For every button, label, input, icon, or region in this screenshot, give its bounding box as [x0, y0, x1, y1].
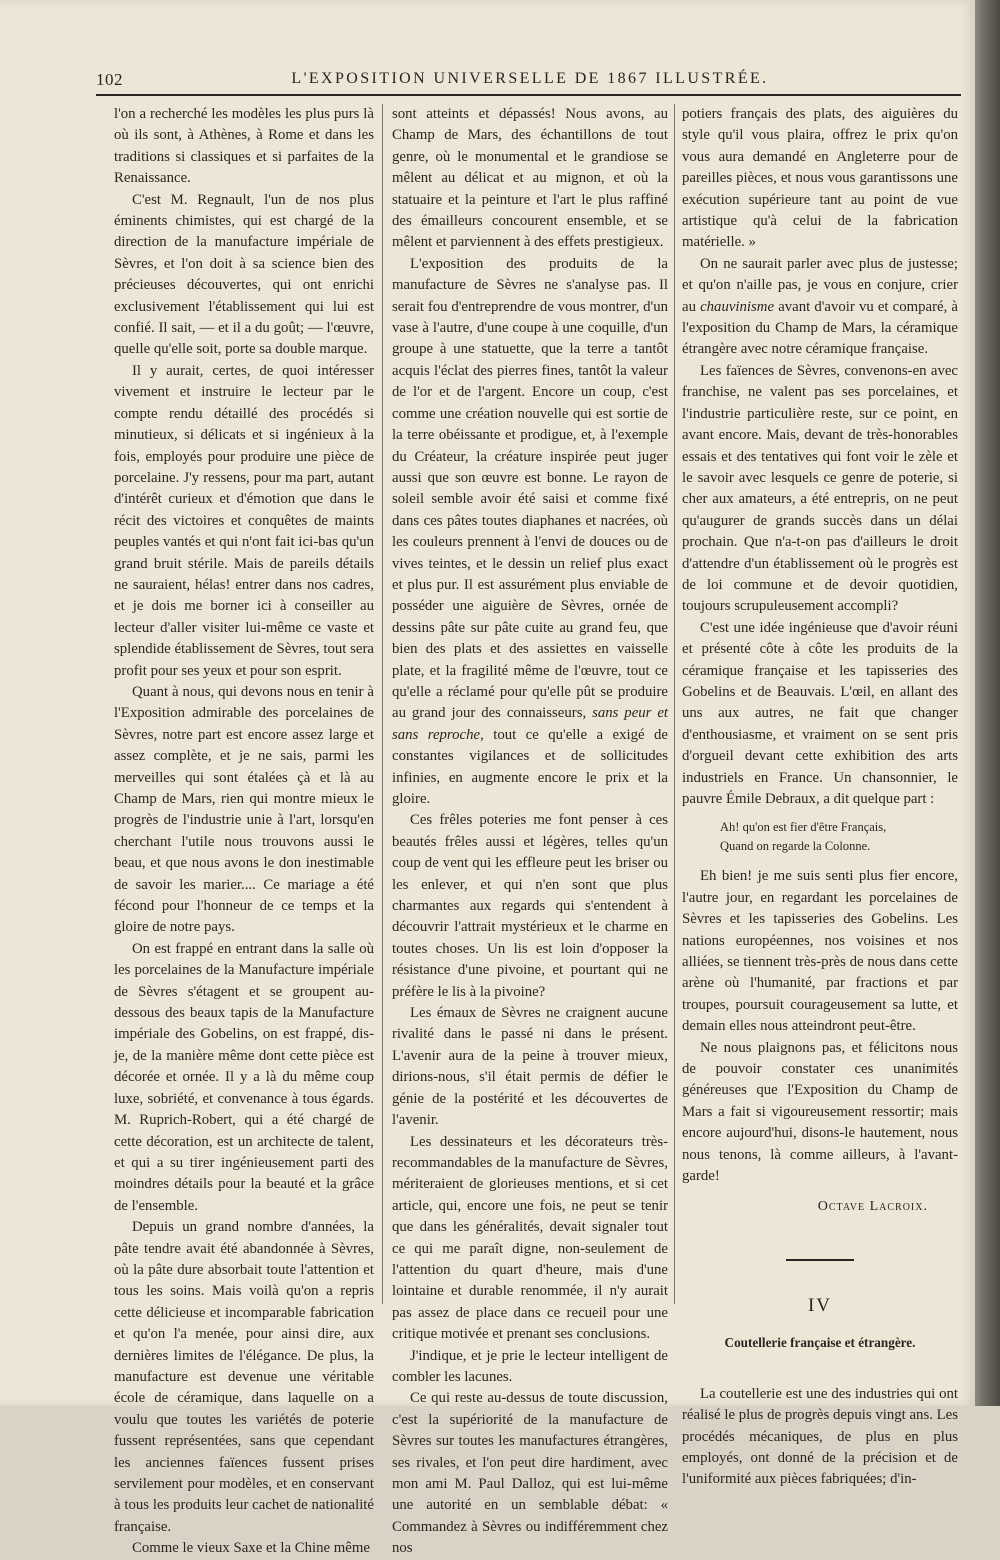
section-title: Coutellerie française et étrangère.: [724, 1335, 916, 1351]
book-edge: [975, 0, 1000, 1406]
paragraph: potiers français des plats, des aiguières du style qu'il vous plaira, offrez le prix qu'on vous aura demandé en Angleterre pour de pareilles pièces, et nous vous garantissons une exécution supérieure tant au point de vue artistique qu'à celui de la fabrication matérielle. »: [682, 106, 958, 251]
column-separator: [382, 104, 383, 1304]
text-run: L'exposition des produits de la manufacture de Sèvres ne s'analyse pas. Il serait fou d'entreprendre de vous montrer, d'un vase à l'autre, d'une coupe à une coquille, d'un groupe à une statuette, que la terre a tantôt acquis l'éclat des pierres fines, tantôt la valeur de l'or et de l'argent. Encore un coup, c'est comme une création nouvelle qui est sortie de la terre obéissante et prodigue, et, à l'exemple du Créateur, la créature inspirée peut juger aussi que son œuvre est bonne. Le rayon de soleil semble avoir été saisi et comme fixé dans ces pâtes toutes diaphanes et nacrées, où les couleurs prennent à l'envi de douces ou de vives teintes, et le dessin un relief plus exact et plus pur. Il est assurément plus enviable de posséder une aiguière de Sèvres, ornée de dessins pâte sur pâte cuite au grand feu, que bien des plats et des assiettes en vaisselle plate, et la fragilité même de l'œuvre, tout ce qu'elle a réclamé pour qu'elle pût se produire au grand jour des connaisseurs,: [392, 255, 668, 722]
paragraph: l'on a recherché les modèles les plus purs là où ils sont, à Athènes, à Rome et dans les traditions si classiques et si parfaites de la Renaissance.: [114, 106, 374, 187]
paragraph: Comme le vieux Saxe et la Chine même: [132, 1540, 370, 1557]
text-run: On ne saurait parler avec plus de justesse; et qu'on n'aille pas, je vous en conjure, crier au: [682, 255, 958, 315]
column-2: [392, 104, 669, 1557]
section-divider: [786, 1259, 854, 1261]
header-rule: [96, 94, 961, 96]
paragraph: Ces frêles poteries me font penser à ces beautés frêles aussi et légères, telles qu'un coup de vent qui les effleure peut les briser ou les enlever, et qui n'en sont que plus charmantes aux regards qui s'entendent à découvrir l'attrait mystérieux et le charme en toutes choses. Un lis est loin d'opposer la résistance d'une pivoine, et pourtant qui ne préfère le lis à la pivoine?: [392, 812, 668, 1000]
italic-word: chauvinisme: [700, 298, 775, 315]
column-3: [682, 104, 958, 1488]
column-separator: [674, 104, 675, 1304]
quote-line: Ah! qu'on est fier d'être Français,: [720, 820, 887, 835]
paragraph: C'est une idée ingénieuse que d'avoir réuni et présenté côte à côte les produits de la céramique française et les tapisseries des Gobelins et de Beauvais. L'œil, en allant des uns aux autres, ne fait que changer d'enthousiasme, et vraiment on se sent pris d'orgueil devant cette exhibition des arts industriels en France. Un chansonnier, le pauvre Émile Debraux, a dit quelque part :: [682, 619, 958, 807]
paragraph: Les émaux de Sèvres ne craignent aucune rivalité dans le passé ni dans le présent. L'avenir aura de la peine à trouver mieux, dirions-nous, s'il était permis de défier le génie de la postérité et les découvertes de l'avenir.: [392, 1005, 668, 1129]
text-run: avant d'avoir vu et comparé, à l'exposition du Champ de Mars, la céramique étrangère avec notre céramique française.: [682, 298, 958, 358]
paragraph: La coutellerie est une des industries qui ont réalisé le plus de progrès depuis vingt ans. Les procédés mécaniques, de plus en plus employés, ont donné de la précision et de l'uniformité aux pièces fabriquées; d'in-: [682, 1385, 958, 1488]
paragraph: Les faïences de Sèvres, convenons-en avec franchise, ne valent pas ses porcelaines, et l'industrie particulière reste, sur ce point, en avant encore. Mais, devant de très-honorables essais et des tentatives qui font voir le zèle et le savoir avec lesquels ce genre de poterie, si cher aux amateurs, a été entrepris, on ne peut qu'augurer de grands succès dans un délai prochain. Que n'a-t-on pas d'ailleurs le droit d'attendre d'un établissement où le progrès est de loi commune et de devoir quotidien, toujours scrupuleusement accompli?: [682, 362, 958, 615]
text-run: , tout ce qu'elle a exigé de constantes vigilances et de sollicitudes infinies, en augmente encore le prix et la gloire.: [392, 726, 668, 807]
author-signature: Octave Lacroix.: [817, 1198, 928, 1214]
paragraph: Les dessinateurs et les décorateurs très-recommandables de la manufacture de Sèvres, mériteraient de glorieuses mentions, et si cet article, qui, encore une fois, ne peut se tenir que dans les généralités, devait signaler tout ce qui me paraît digne, non-seulement de l'attention du quart d'heure, mais d'une lointaine et durable renommée, il n'y aurait pas assez de place dans ce recueil pour une critique motivée et prenant ses conclusions.: [392, 1133, 668, 1343]
paragraph: Eh bien! je me suis senti plus fier encore, l'autre jour, en regardant les porcelaines de Sèvres et les tapisseries des Gobelins. Les nations européennes, nos voisines et nos alliées, se tiennent très-près de nous dans cette arène où l'humanité, par fractions et par troupes, poursuit courageusement sa lutte, et demain elles nous atteindront peut-être.: [682, 868, 958, 1035]
paragraph: J'indique, et je prie le lecteur intelligent de combler les lacunes.: [392, 1347, 668, 1385]
page-number: 102: [96, 70, 123, 89]
paragraph: Ce qui reste au-dessus de toute discussion, c'est la supériorité de la manufacture de Sèvres sur toutes les manufactures étrangères, ses rivales, et l'on peut dire hardiment, avec mon ami M. Paul Dalloz, qui est lui-même une autorité en un semblable débat: « Commandez à Sèvres ou indifféremment chez nos: [392, 1390, 668, 1557]
paragraph: C'est M. Regnault, l'un de nos plus éminents chimistes, qui est chargé de la direction de la manufacture impériale de Sèvres, et l'on doit à sa science bien des précieuses découvertes, qui ont enrichi exclusivement l'établissement qui lui est confié. Il sait, — et il a du goût; — l'œuvre, quelle qu'elle soit, porte sa double marque.: [114, 191, 374, 358]
paragraph: [392, 254, 668, 811]
paragraph: Ne nous plaignons pas, et félicitons nous de pouvoir constater ces unanimités généreuses que l'Exposition du Champ de Mars a fait si vigoureusement ressortir; mais encore aujourd'hui, disons-le hautement, nous nous tenons, là comme ailleurs, à l'avant-garde!: [682, 1039, 958, 1185]
song-quote: [720, 818, 958, 856]
paragraph: sont atteints et dépassés! Nous avons, au Champ de Mars, des échantillons de tout genre, où le monumental et le grandiose se mêlent au délicat et au mignon, et où la statuaire et la peinture et l'art le plus raffiné des émailleurs concourent ensemble, et se mêlent et parviennent à des effets prestigieux.: [392, 106, 668, 251]
paragraph: [682, 254, 958, 361]
paragraph: Il y aurait, certes, de quoi intéresser vivement et instruire le lecteur par le compte rendu détaillé des procédés si minutieux, si délicats et si ingénieux à la fois, employés pour produire une pièce de porcelaine. J'y ressens, pour ma part, autant d'intérêt curieux et d'émotion que dans le récit des victoires et conquêtes de maints peuples vantés et qui n'ont fait ici-bas qu'un grand bruit stérile. Mais de pareils détails ne sauraient, hélas! entrer dans nos cadres, et je dois me borner ici à conseiller au lecteur d'aller visiter lui-même ce vaste et splendide établissement de Sèvres, tout sera profit pour ses yeux et pour son esprit.: [114, 362, 374, 679]
column-1: [114, 104, 374, 1557]
paragraph: On est frappé en entrant dans la salle où les porcelaines de la Manufacture impériale de Sèvres s'étagent et se groupent au-dessous des beaux tapis de la Manufacture impériale des Gobelins, on est frappé, dis-je, de la manière même dont cette pièce est décorée et ornée. Il y a là du même coup luxe, sobriété, et convenance à tous égards. M. Ruprich-Robert, qui a été chargé de cette décoration, est un architecte de talent, et qui a su tirer ingénieusement parti des moindres détails pour la beauté et la grâce de l'ensemble.: [114, 940, 374, 1214]
running-title: L'EXPOSITION UNIVERSELLE DE 1867 ILLUSTRÉE.: [291, 70, 769, 87]
paragraph: Quant à nous, qui devons nous en tenir à l'Exposition admirable des porcelaines de Sèvres, notre part est encore assez large et assez complète, et je ne sais, parmi les merveilles qui sont étalées çà et là au Champ de Mars, rien qui montre mieux le progrès de l'industrie unie à l'art, lorsqu'en cherchant l'utile nous trouvons aussi le beau, et que nous avons le don inestimable de savoir les marier.... Ce mariage a été fécond pour l'honneur de ce temps et la gloire de notre pays.: [114, 683, 374, 936]
quote-line: Quand on regarde la Colonne.: [720, 839, 871, 854]
paragraph: Depuis un grand nombre d'années, la pâte tendre avait été abandonnée à Sèvres, où la pâte dure absorbait toute l'attention et tous les soins. Mais voilà qu'on a repris cette délicieuse et incomparable fabrication et qu'on l'a menée, pour ainsi dire, aux dernières limites de l'élégance. De plus, la manufacture est devenue une véritable école de céramique, dans laquelle on a voulu que toutes les variétés de poterie fussent représentées, sans que cependant les anciennes faïences fussent prises servilement pour modèles, et en conservant à tous les produits leur cachet de nationalité française.: [114, 1219, 374, 1535]
section-number: IV: [807, 1294, 833, 1316]
italic-phrase: sans peur et sans reproche: [392, 705, 669, 743]
